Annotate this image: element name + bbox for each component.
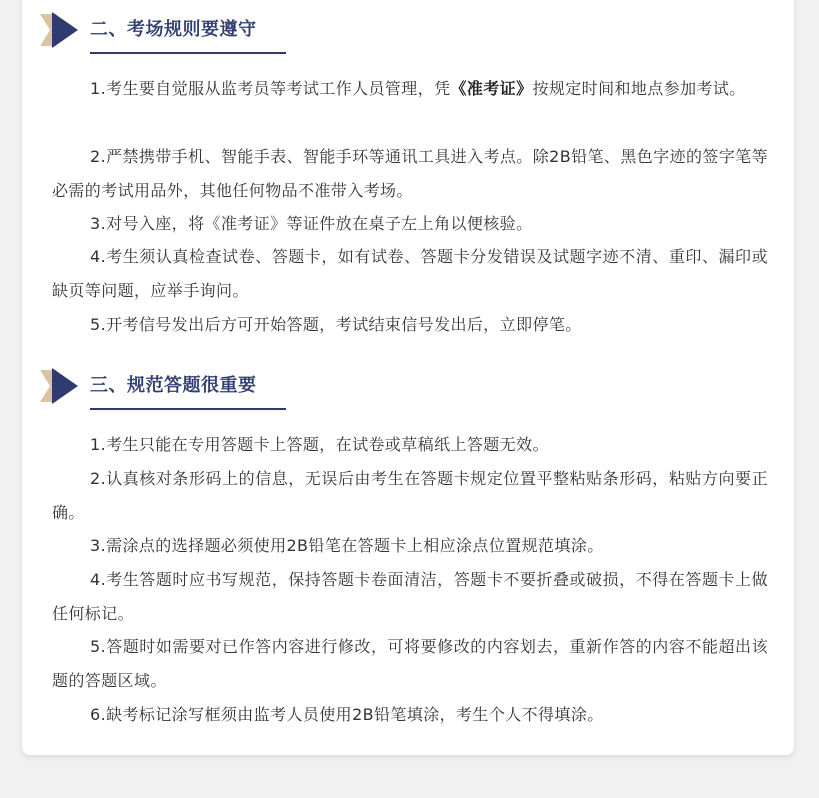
- rule-item: 2.严禁携带手机、智能手表、智能手环等通讯工具进入考点。除2B铅笔、黑色字迹的签字笔等必需的考试用品外，其他任何物品不准带入考场。: [52, 147, 768, 200]
- rule-item: 1.考生只能在专用答题卡上答题，在试卷或草稿纸上答题无效。: [90, 435, 549, 454]
- rule-item: 3.需涂点的选择题必须使用2B铅笔在答题卡上相应涂点位置规范填涂。: [90, 536, 604, 555]
- section-title: 二、考场规则要遵守: [90, 19, 257, 40]
- title-underline: [90, 52, 286, 54]
- rule-item: 4.考生须认真检查试卷、答题卡，如有试卷、答题卡分发错误及试题字迹不清、重印、漏印或缺页等问题，应举手询问。: [52, 247, 768, 300]
- rule-item: 5.开考信号发出后方可开始答题，考试结束信号发出后，立即停笔。: [90, 315, 582, 334]
- rule-item: 4.考生答题时应书写规范，保持答题卡卷面清洁，答题卡不要折叠或破损，不得在答题卡上做任何标记。: [52, 570, 768, 623]
- rule-item: 2.认真核对条形码上的信息，无误后由考生在答题卡规定位置平整粘贴条形码，粘贴方向要正确。: [52, 469, 768, 522]
- title-underline: [90, 408, 286, 410]
- chevron-arrow-icon: [40, 368, 80, 404]
- admission-ticket-emphasis: 《准考证》: [450, 79, 533, 98]
- rule-item: 6.缺考标记涂写框须由监考人员使用2B铅笔填涂，考生个人不得填涂。: [90, 705, 604, 724]
- rule-item: 1.考生要自觉服从监考员等考试工作人员管理，凭《准考证》按规定时间和地点参加考试。: [90, 79, 746, 98]
- rule-item: 3.对号入座，将《准考证》等证件放在桌子左上角以便核验。: [90, 214, 533, 233]
- chevron-arrow-icon: [40, 12, 80, 48]
- rule-item: 5.答题时如需要对已作答内容进行修改，可将要修改的内容划去，重新作答的内容不能超出该题的答题区域。: [52, 637, 768, 690]
- section-title: 三、规范答题很重要: [90, 375, 257, 396]
